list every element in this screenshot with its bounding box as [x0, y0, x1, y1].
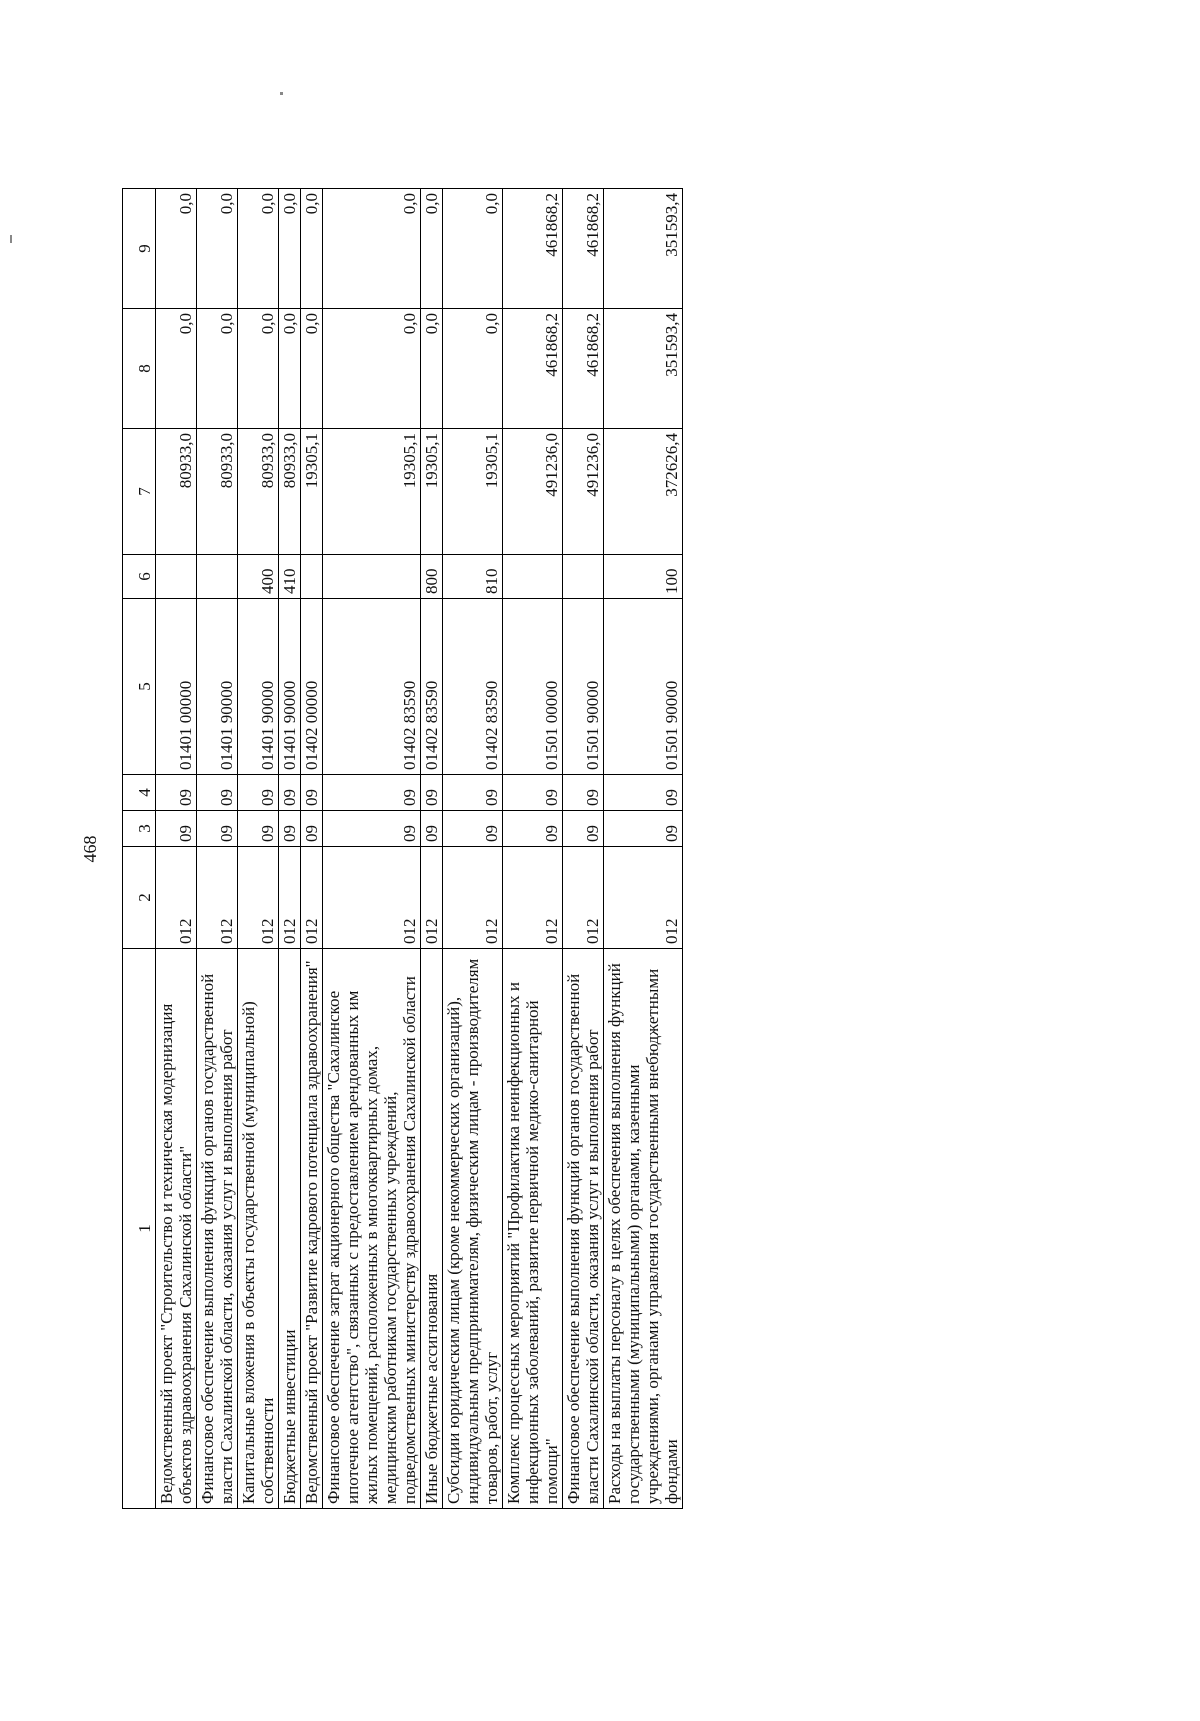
row-name: Ведомственный проект "Развитие кадрового потенциала здравоохранения": [301, 949, 323, 1509]
ministry-code: 012: [279, 847, 301, 949]
target-article-code: 01401 00000: [156, 599, 197, 775]
amount-year-2: 0,0: [421, 309, 443, 429]
amount-year-3: 461868,2: [503, 189, 563, 309]
row-name: Расходы на выплаты персоналу в целях обеспечения выполнения функций государственными (муниципальными) органами, казенными учреждениями, органами управления государственными внебюджетными фондами: [604, 949, 683, 1509]
amount-year-2: 0,0: [238, 309, 279, 429]
amount-year-3: 0,0: [443, 189, 503, 309]
col-header: 2: [123, 847, 156, 949]
amount-year-3: 0,0: [421, 189, 443, 309]
section-code: 09: [503, 811, 563, 847]
expense-type-code: [301, 555, 323, 599]
subsection-code: 09: [238, 775, 279, 811]
ministry-code: 012: [156, 847, 197, 949]
amount-year-2: 351593,4: [604, 309, 683, 429]
section-code: 09: [421, 811, 443, 847]
expense-type-code: [323, 555, 421, 599]
section-code: 09: [279, 811, 301, 847]
rotated-page: [78, 189, 683, 1509]
target-article-code: 01401 90000: [197, 599, 238, 775]
table-row: [156, 189, 197, 1509]
ministry-code: 012: [604, 847, 683, 949]
amount-year-2: 0,0: [279, 309, 301, 429]
subsection-code: 09: [503, 775, 563, 811]
row-name: Финансовое обеспечение затрат акционерного общества "Сахалинское ипотечное агентство", связанных с предоставлением арендованных им жилых помещений, расположенных в многоквартирных домах, медицинским работникам государственных учреждений, подведомственных министерству здравоохранения Сахалинской области: [323, 949, 421, 1509]
amount-year-3: 0,0: [238, 189, 279, 309]
amount-year-3: 351593,4: [604, 189, 683, 309]
ministry-code: 012: [301, 847, 323, 949]
amount-year-2: 0,0: [323, 309, 421, 429]
table-row: [421, 189, 443, 1509]
section-code: 09: [604, 811, 683, 847]
ministry-code: 012: [443, 847, 503, 949]
amount-year-3: 0,0: [301, 189, 323, 309]
ministry-code: 012: [503, 847, 563, 949]
amount-year-3: 461868,2: [563, 189, 604, 309]
section-code: 09: [197, 811, 238, 847]
amount-year-3: 0,0: [323, 189, 421, 309]
amount-year-3: 0,0: [156, 189, 197, 309]
col-header: 5: [123, 599, 156, 775]
amount-year-2: 461868,2: [563, 309, 604, 429]
col-header: 3: [123, 811, 156, 847]
expense-type-code: [197, 555, 238, 599]
amount-year-2: 0,0: [443, 309, 503, 429]
table-row: [503, 189, 563, 1509]
expense-type-code: [503, 555, 563, 599]
scan-speck: [10, 235, 12, 243]
col-header: 9: [123, 189, 156, 309]
table-row: [604, 189, 683, 1509]
row-name: Бюджетные инвестиции: [279, 949, 301, 1509]
row-name: Субсидии юридическим лицам (кроме некоммерческих организаций), индивидуальным предпринимателям, физическим лицам - производителям товаров, работ, услуг: [443, 949, 503, 1509]
row-name: Комплекс процессных мероприятий "Профилактика неинфекционных и инфекционных заболеваний, развитие первичной медико-санитарной помощи": [503, 949, 563, 1509]
target-article-code: 01501 90000: [604, 599, 683, 775]
subsection-code: 09: [421, 775, 443, 811]
page-number: 468: [80, 835, 100, 863]
amount-year-1: 372626,4: [604, 429, 683, 555]
table-row: [279, 189, 301, 1509]
amount-year-1: 19305,1: [421, 429, 443, 555]
ministry-code: 012: [323, 847, 421, 949]
row-name: Финансовое обеспечение выполнения функций органов государственной власти Сахалинской области, оказания услуг и выполнения работ: [197, 949, 238, 1509]
subsection-code: 09: [197, 775, 238, 811]
table-row: [563, 189, 604, 1509]
section-code: 09: [301, 811, 323, 847]
subsection-code: 09: [301, 775, 323, 811]
row-name: Ведомственный проект "Строительство и техническая модернизация объектов здравоохранения Сахалинской области": [156, 949, 197, 1509]
amount-year-1: 80933,0: [279, 429, 301, 555]
table-row: [301, 189, 323, 1509]
expense-type-code: 400: [238, 555, 279, 599]
budget-table: [122, 188, 683, 1509]
col-header: 8: [123, 309, 156, 429]
section-code: 09: [443, 811, 503, 847]
amount-year-1: 491236,0: [503, 429, 563, 555]
amount-year-2: 461868,2: [503, 309, 563, 429]
ministry-code: 012: [238, 847, 279, 949]
amount-year-1: 491236,0: [563, 429, 604, 555]
expense-type-code: [156, 555, 197, 599]
subsection-code: 09: [323, 775, 421, 811]
section-code: 09: [238, 811, 279, 847]
target-article-code: 01501 90000: [563, 599, 604, 775]
target-article-code: 01402 83590: [323, 599, 421, 775]
target-article-code: 01402 83590: [421, 599, 443, 775]
subsection-code: 09: [563, 775, 604, 811]
header-row: [123, 189, 156, 1509]
col-header: 6: [123, 555, 156, 599]
ministry-code: 012: [197, 847, 238, 949]
col-header: 7: [123, 429, 156, 555]
expense-type-code: 100: [604, 555, 683, 599]
target-article-code: 01401 90000: [238, 599, 279, 775]
scan-speck: [280, 92, 283, 95]
row-name: Финансовое обеспечение выполнения функций органов государственной власти Сахалинской области, оказания услуг и выполнения работ: [563, 949, 604, 1509]
amount-year-2: 0,0: [197, 309, 238, 429]
expense-type-code: 800: [421, 555, 443, 599]
target-article-code: 01401 90000: [279, 599, 301, 775]
table-row: [197, 189, 238, 1509]
target-article-code: 01402 00000: [301, 599, 323, 775]
expense-type-code: [563, 555, 604, 599]
col-header: 4: [123, 775, 156, 811]
expense-type-code: 810: [443, 555, 503, 599]
amount-year-1: 80933,0: [156, 429, 197, 555]
amount-year-1: 19305,1: [323, 429, 421, 555]
amount-year-1: 19305,1: [301, 429, 323, 555]
subsection-code: 09: [156, 775, 197, 811]
amount-year-3: 0,0: [279, 189, 301, 309]
section-code: 09: [563, 811, 604, 847]
ministry-code: 012: [421, 847, 443, 949]
table-row: [238, 189, 279, 1509]
section-code: 09: [323, 811, 421, 847]
amount-year-3: 0,0: [197, 189, 238, 309]
expense-type-code: 410: [279, 555, 301, 599]
amount-year-1: 19305,1: [443, 429, 503, 555]
amount-year-2: 0,0: [301, 309, 323, 429]
subsection-code: 09: [604, 775, 683, 811]
section-code: 09: [156, 811, 197, 847]
row-name: Иные бюджетные ассигнования: [421, 949, 443, 1509]
table-row: [443, 189, 503, 1509]
ministry-code: 012: [563, 847, 604, 949]
row-name: Капитальные вложения в объекты государственной (муниципальной) собственности: [238, 949, 279, 1509]
target-article-code: 01501 00000: [503, 599, 563, 775]
subsection-code: 09: [443, 775, 503, 811]
subsection-code: 09: [279, 775, 301, 811]
amount-year-1: 80933,0: [197, 429, 238, 555]
target-article-code: 01402 83590: [443, 599, 503, 775]
amount-year-1: 80933,0: [238, 429, 279, 555]
col-header: 1: [123, 949, 156, 1509]
table-row: [323, 189, 421, 1509]
amount-year-2: 0,0: [156, 309, 197, 429]
